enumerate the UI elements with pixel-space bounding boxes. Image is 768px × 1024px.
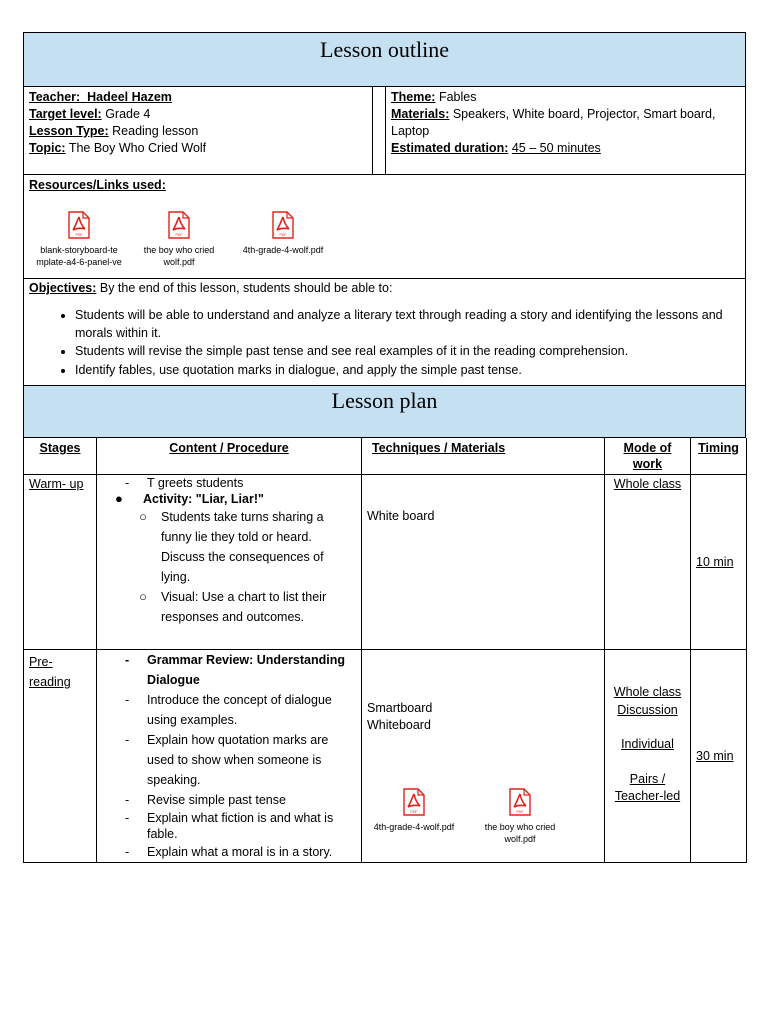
info-left: [24, 87, 373, 174]
outline-title-band: [23, 32, 746, 87]
objectives-section: [23, 279, 746, 386]
pdf-filename: 4th-grade-4-wolf.pdf: [242, 245, 324, 255]
procedure-grammar: - Grammar Review: Understanding Dialogue: [102, 650, 356, 690]
prereading-material: Whiteboard: [367, 718, 431, 732]
pdf-attachment-boy-who-cried-wolf[interactable]: [131, 211, 227, 268]
outline-title: Lesson outline: [320, 37, 449, 62]
teacher-name: Hadeel Hazem: [87, 90, 172, 104]
header-content: Content / Procedure: [97, 438, 362, 475]
pdf-file-icon: [68, 211, 90, 239]
type-label: Lesson Type:: [29, 124, 109, 138]
prereading-timing: 30 min: [696, 749, 734, 763]
svg-text:PDF: PDF: [279, 233, 287, 237]
pdf-attachment-4th-grade-wolf[interactable]: [364, 788, 464, 833]
procedure-substep: ○ Students take turns sharing a funny lie they told or heard. Discuss the consequences of lying.: [102, 507, 356, 587]
svg-text:PDF: PDF: [516, 810, 524, 814]
plan-title-band: [23, 386, 746, 438]
procedure-substep: ○ Visual: Use a chart to list their responses and outcomes.: [102, 587, 356, 627]
pdf-filename: blank-storyboard-te: [40, 245, 118, 255]
pdf-file-icon: [403, 788, 425, 816]
resources-label: Resources/Links used:: [29, 178, 166, 192]
pdf-file-icon: [272, 211, 294, 239]
table-row-prereading: [24, 650, 747, 863]
procedure-step: - T greets students: [102, 475, 356, 491]
procedure-step: - Explain what fiction is and what is fable.: [102, 810, 356, 842]
header-stages: Stages: [24, 438, 97, 475]
info-right: [386, 87, 745, 174]
warmup-timing: 10 min: [696, 555, 734, 569]
stage-warmup: Warm- up: [29, 477, 84, 491]
warmup-materials: White board: [367, 509, 435, 523]
plan-title: Lesson plan: [331, 388, 438, 413]
header-techniques: Techniques / Materials: [362, 438, 605, 475]
stage-prereading: Pre-reading: [29, 655, 71, 689]
resources-section: [23, 175, 746, 279]
prereading-mode: Individual: [621, 737, 674, 751]
objective-item: • Students will revise the simple past tense and see real examples of it in the reading comprehension.: [75, 343, 740, 361]
objective-item: • Identify fables, use quotation marks in dialogue, and apply the simple past tense.: [75, 362, 740, 380]
procedure-step: - Introduce the concept of dialogue using examples.: [102, 690, 356, 730]
svg-text:PDF: PDF: [410, 810, 418, 814]
table-row-warmup: [24, 475, 747, 650]
prereading-mode: Discussion: [617, 702, 678, 717]
pdf-filename: wolf.pdf: [504, 834, 536, 844]
teacher-label: Teacher:: [29, 90, 81, 104]
objectives-list: [29, 307, 740, 379]
procedure-activity: ● Activity: "Liar, Liar!": [102, 491, 356, 507]
objective-item: • Students will be able to understand and analyze a literary text through reading a story and identifying the lessons and morals within it.: [75, 307, 740, 342]
lesson-document: [23, 32, 746, 863]
info-section: [23, 87, 746, 175]
pdf-file-icon: [168, 211, 190, 239]
procedure-step: - Revise simple past tense: [102, 790, 356, 810]
lesson-materials: Speakers, White board, Projector, Smart board, Laptop: [391, 107, 716, 138]
header-timing: Timing: [691, 438, 747, 475]
lesson-duration: 45 – 50 minutes: [511, 141, 601, 155]
prereading-material: Smartboard: [367, 701, 433, 715]
pdf-attachment-4th-grade-wolf[interactable]: [230, 211, 336, 256]
table-header-row: [24, 438, 747, 475]
prereading-procedure: [102, 650, 356, 860]
pdf-filename: the boy who cried: [143, 245, 215, 255]
theme-label: Theme:: [391, 90, 436, 104]
warmup-mode: Whole class: [613, 477, 682, 491]
pdf-attachment-boy-who-cried-wolf[interactable]: [470, 788, 570, 845]
warmup-procedure: [102, 475, 356, 627]
objectives-label: Objectives:: [29, 281, 97, 295]
objectives-intro: By the end of this lesson, students should be able to:: [99, 281, 393, 295]
target-level: Grade 4: [105, 107, 151, 121]
pdf-filename: mplate-a4-6-panel-ve: [36, 257, 122, 267]
procedure-step: - Explain what a moral is in a story.: [102, 844, 356, 860]
prereading-mode: Whole class: [613, 685, 682, 699]
pdf-filename: 4th-grade-4-wolf.pdf: [373, 822, 455, 832]
materials-label: Materials:: [391, 107, 450, 121]
lesson-plan-table: [23, 438, 747, 863]
pdf-attachment-storyboard[interactable]: [29, 211, 129, 268]
lesson-theme: Fables: [438, 90, 477, 104]
info-spacer: [373, 87, 386, 174]
duration-label: Estimated duration:: [391, 141, 509, 155]
pdf-filename: the boy who cried: [484, 822, 556, 832]
pdf-file-icon: [509, 788, 531, 816]
topic-label: Topic:: [29, 141, 66, 155]
procedure-step: - Explain how quotation marks are used to show when someone is speaking.: [102, 730, 356, 790]
svg-text:PDF: PDF: [75, 233, 83, 237]
pdf-filename: wolf.pdf: [163, 257, 195, 267]
prereading-mode: Pairs / Teacher-led: [614, 771, 681, 803]
target-label: Target level:: [29, 107, 102, 121]
lesson-type: Reading lesson: [112, 124, 199, 138]
lesson-topic: The Boy Who Cried Wolf: [68, 141, 207, 155]
svg-text:PDF: PDF: [175, 233, 183, 237]
header-mode: Mode of work: [605, 438, 691, 475]
